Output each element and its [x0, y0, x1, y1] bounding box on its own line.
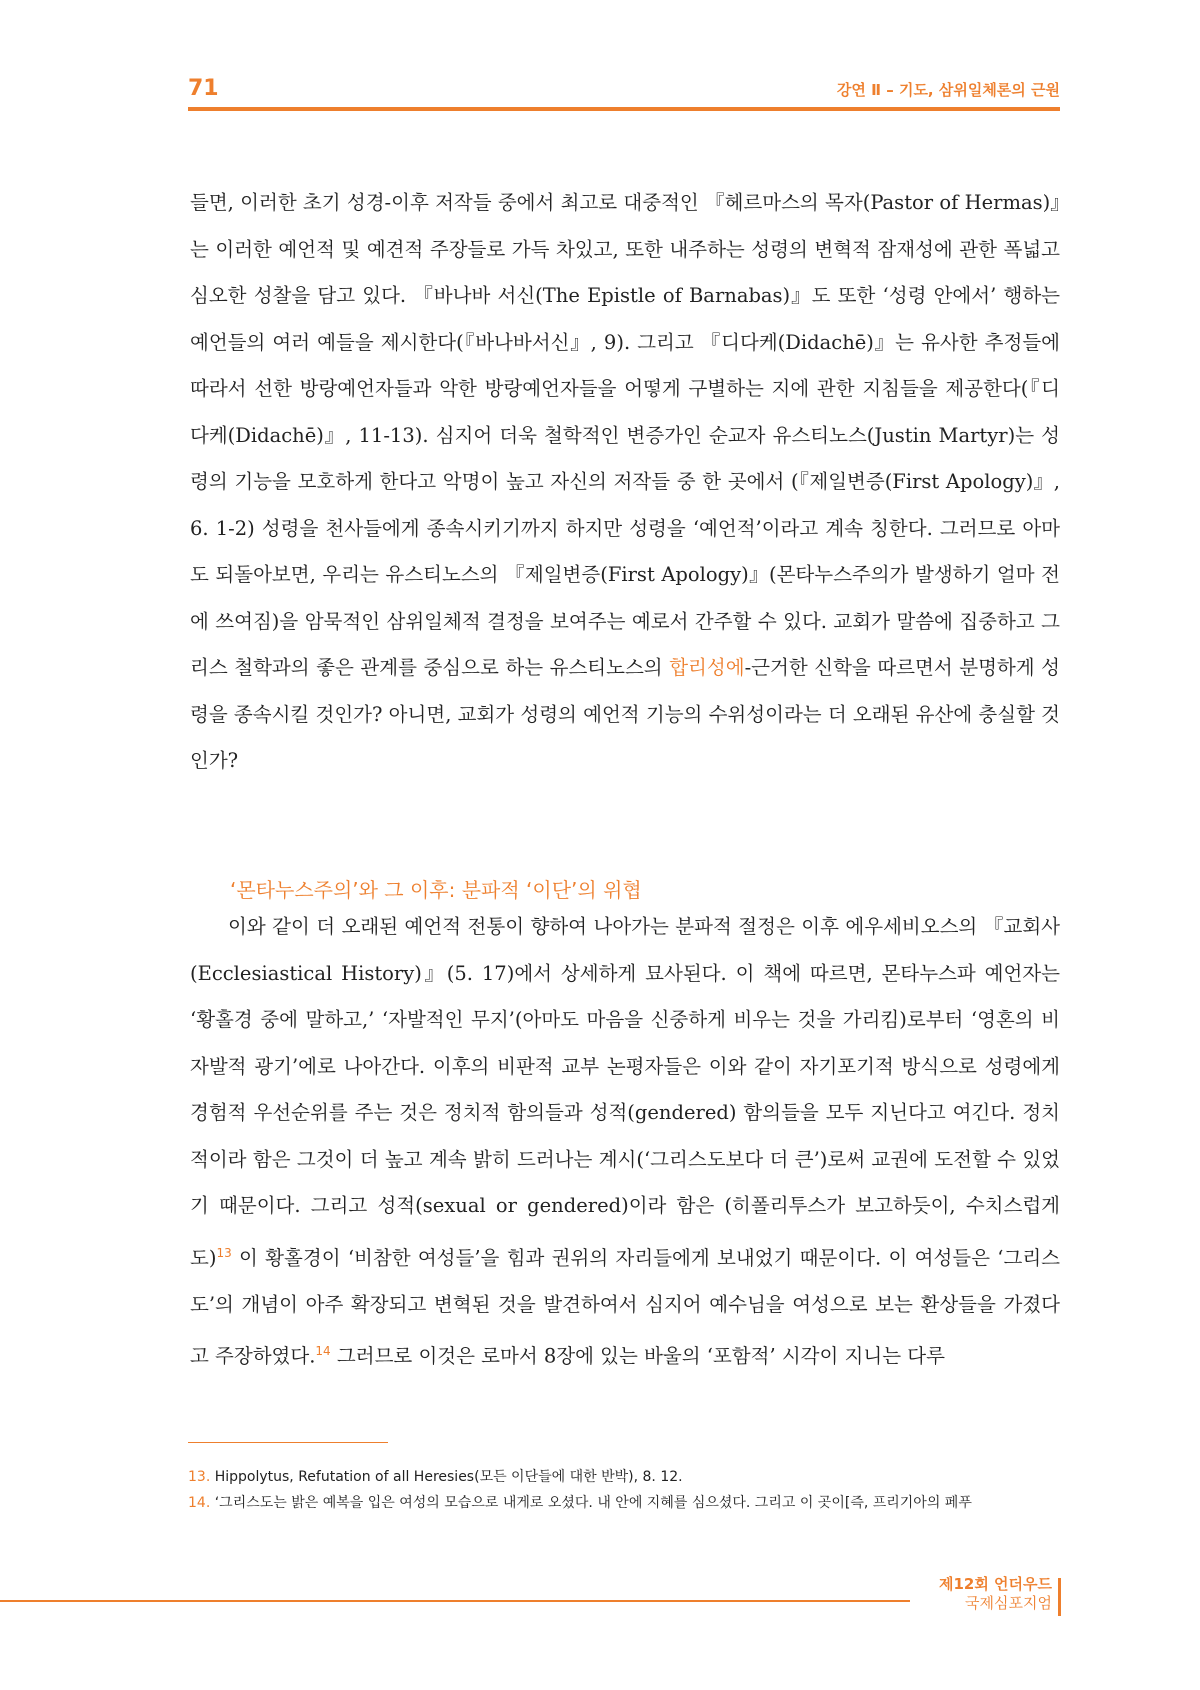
- footer-bar: [1058, 1578, 1061, 1616]
- footer-brand: [939, 1575, 1052, 1613]
- footnote-item: [188, 1490, 1068, 1516]
- running-title: 강연 Ⅱ – 기도, 삼위일체론의 근원: [836, 81, 1060, 99]
- paragraph-text: 이와 같이 더 오래된 예언적 전통이 향하여 나아가는 분파적 절정은 이후 에우세비오스의 『교회사(Ecclesiastical History)』(5. 17)에서 상세하게 묘사된다. 이 책에 따르면, 몬타누스파 예언자는 ‘황홀경 중에 말하고,’ ‘자발적인 무지’(아마도 마음을 신중하게 비우는 것을 가리킴)로부터 ‘영혼의 비자발적 광기’에로 나아간다. 이후의 비판적 교부 논평자들은 이와 같이 자기포기적 방식으로 성령에게 경험적 우선순위를 주는 것은 정치적 함의들과 성적(gendered) 함의들을 모두 지닌다고 여긴다. 정치적이라 함은 그것이 더 높고 계속 밝히 드러나는 계시(‘그리스도보다 더 큰’)로써 교권에 도전할 수 있었기 때문이다. 그리고 성적(sexual or gendered)이라 함은 (히폴리투스가 보고하듯이, 수치스럽게도): [190, 915, 1060, 1269]
- body-paragraph-2: [190, 904, 1060, 1380]
- footnote-text: Hippolytus, Refutation of all Heresies(모든 이단들에 대한 반박), 8. 12.: [214, 1469, 683, 1485]
- highlighted-term: 합리성에: [669, 656, 745, 679]
- header-rule: [188, 107, 1060, 111]
- paragraph-text: 들면, 이러한 초기 성경-이후 저작들 중에서 최고로 대중적인 『헤르마스의 목자(Pastor of Hermas)』는 이러한 예언적 및 예견적 주장들로 가득 차있고, 또한 내주하는 성령의 변혁적 잠재성에 관한 폭넓고 심오한 성찰을 담고 있다. 『바나바 서신(The Epistle of Barnabas)』도 또한 ‘성령 안에서’ 행하는 예언들의 여러 예들을 제시한다(『바나바서신』, 9). 그리고 『디다케(Didachē)』는 유사한 추정들에 따라서 선한 방랑예언자들과 악한 방랑예언자들을 어떻게 구별하는 지에 관한 지침들을 제공한다(『디다케(Didachē)』, 11-13). 심지어 더욱 철학적인 변증가인 순교자 유스티노스(Justin Martyr)는 성령의 기능을 모호하게 한다고 악명이 높고 자신의 저작들 중 한 곳에서 (『제일변증(First Apology)』, 6. 1-2) 성령을 천사들에게 종속시키기까지 하지만 성령을 ‘예언적’이라고 계속 칭한다. 그러므로 아마도 되돌아보면, 우리는 유스티노스의 『제일변증(First Apology)』(몬타누스주의가 발생하기 얼마 전에 쓰여짐)을 암묵적인 삼위일체적 결정을 보여주는 예로서 간주할 수 있다. 교회가 말씀에 집중하고 그리스 철학과의 좋은 관계를 중심으로 하는 유스티노스의: [190, 191, 1060, 679]
- footer-line-1: 제12회 언더우드: [938, 1575, 1052, 1593]
- page-header: [188, 70, 1060, 110]
- footer-rule: [0, 1600, 910, 1602]
- footnotes: [188, 1464, 1068, 1516]
- paragraph-text: -근거한 신학을 따르면서 분명하게 성령을 종속시킬 것인가? 아니면, 교회가 성령의 예언적 기능의 수위성이라는 더 오래된 유산에 충실할 것인가?: [190, 656, 1060, 772]
- footnote-ref-14[interactable]: 14: [315, 1344, 331, 1358]
- section-heading: ‘몬타누스주의’와 그 이후: 분파적 ‘이단’의 위협: [230, 878, 642, 902]
- paragraph-text: 이 황홀경이 ‘비참한 여성들’을 힘과 권위의 자리들에게 보내었기 때문이다. 이 여성들은 ‘그리스도’의 개념이 아주 확장되고 변혁된 것을 발견하여서 심지어 예수님을 여성으로 보는 환상들을 가졌다고 주장하였다.: [190, 1246, 1060, 1368]
- footnote-ref-13[interactable]: 13: [216, 1245, 232, 1260]
- body-paragraph-1: [190, 180, 1060, 785]
- footnote-number: 13.: [188, 1469, 211, 1485]
- page-number: 71: [188, 76, 219, 101]
- footnote-text: ‘그리스도는 밝은 예복을 입은 여성의 모습으로 내게로 오셨다. 내 안에 지혜를 심으셨다. 그리고 이 곳이[즉, 프리기아의 페푸: [214, 1495, 972, 1511]
- footer-line-2: 국제심포지엄: [965, 1594, 1052, 1612]
- footnote-number: 14.: [188, 1495, 211, 1511]
- footnote-rule: [188, 1442, 388, 1443]
- paragraph-text: 그러므로 이것은 로마서 8장에 있는 바울의 ‘포함적’ 시각이 지니는 다루: [330, 1344, 945, 1368]
- footnote-item: [188, 1464, 1068, 1490]
